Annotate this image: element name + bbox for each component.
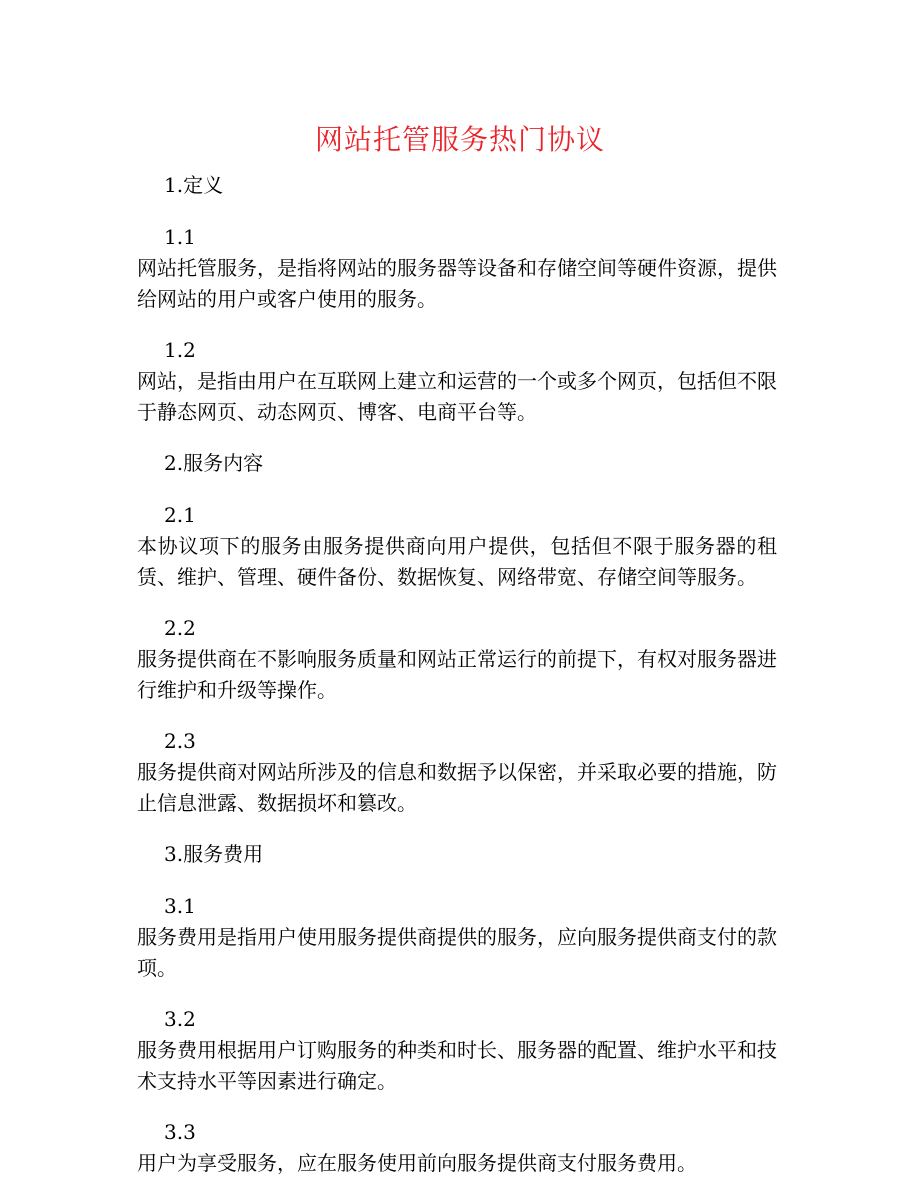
clause-number: 2.1: [164, 503, 196, 527]
clause: [137, 222, 777, 315]
section-heading: 1.定义: [164, 173, 224, 197]
clause: [137, 726, 777, 819]
clause: [137, 1004, 777, 1097]
section-heading: 3.服务费用: [164, 842, 264, 866]
clause-number: 3.3: [164, 1120, 196, 1144]
clause-number: 3.2: [164, 1007, 196, 1031]
document-title: 网站托管服务热门协议: [314, 123, 605, 156]
clause: [137, 613, 777, 706]
clause-text: 用户为享受服务，应在服务使用前向服务提供商支付服务费用。: [137, 1151, 697, 1175]
clause-text: 服务费用是指用户使用服务提供商提供的服务，应向服务提供商支付的款项。: [137, 925, 777, 980]
clause-number: 2.3: [164, 729, 196, 753]
clause-number: 1.2: [164, 338, 196, 362]
clause: [137, 500, 777, 593]
clause-number: 1.1: [164, 225, 196, 249]
clause: [137, 1117, 777, 1179]
clause-text: 服务提供商在不影响服务质量和网站正常运行的前提下，有权对服务器进行维护和升级等操作。: [137, 647, 777, 702]
clause-text: 本协议项下的服务由服务提供商向用户提供，包括但不限于服务器的租赁、维护、管理、硬件备份、数据恢复、网络带宽、存储空间等服务。: [137, 534, 777, 589]
clause-number: 2.2: [164, 616, 196, 640]
clause-text: 服务提供商对网站所涉及的信息和数据予以保密，并采取必要的措施，防止信息泄露、数据损坏和篡改。: [137, 760, 777, 815]
section-heading: 2.服务内容: [164, 451, 264, 475]
clause-number: 3.1: [164, 894, 196, 918]
clause: [137, 335, 777, 428]
clause-text: 网站托管服务，是指将网站的服务器等设备和存储空间等硬件资源，提供给网站的用户或客户使用的服务。: [137, 256, 777, 311]
clause-text: 网站，是指由用户在互联网上建立和运营的一个或多个网页，包括但不限于静态网页、动态网页、博客、电商平台等。: [137, 369, 777, 424]
clause-text: 服务费用根据用户订购服务的种类和时长、服务器的配置、维护水平和技术支持水平等因素进行确定。: [137, 1038, 777, 1093]
clause: [137, 891, 777, 984]
document-body: [137, 170, 777, 1199]
